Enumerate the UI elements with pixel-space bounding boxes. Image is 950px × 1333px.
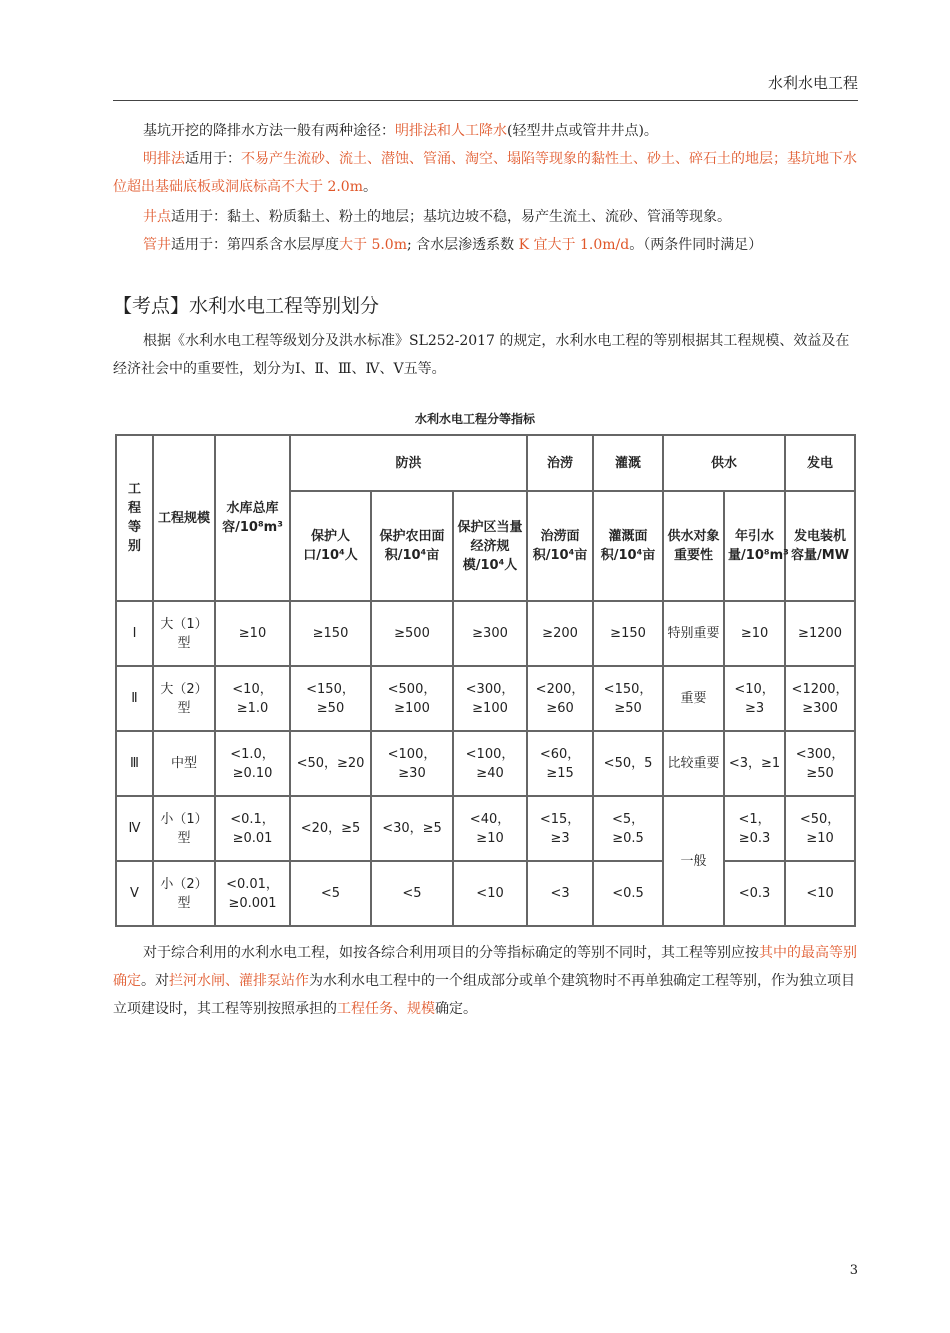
header-reservoir: 水库总库容/10⁸m³ <box>215 435 290 601</box>
table-row <box>116 601 855 666</box>
header-supply-target: 供水对象重要性 <box>663 491 724 601</box>
grade-cell: Ⅱ <box>116 666 153 731</box>
supply-target-cell: 重要 <box>663 666 724 731</box>
reservoir-cell: <10，≥1.0 <box>215 666 290 731</box>
reservoir-cell: <1.0，≥0.10 <box>215 731 290 796</box>
header-supply-volume: 年引水量/10⁸m³ <box>724 491 785 601</box>
section-title: 【考点】水利水电工程等别划分 <box>113 295 380 317</box>
header-flood: 防洪 <box>290 435 527 491</box>
power-cell: <50，≥10 <box>785 796 855 861</box>
page-number: 3 <box>849 1263 858 1278</box>
table-row <box>116 796 855 861</box>
economy-cell: <300，≥100 <box>453 666 527 731</box>
farmland-cell: <30，≥5 <box>371 796 453 861</box>
combined-use-note: 对于综合利用的水利水电工程，如按各综合利用项目的分等指标确定的等别不同时，其工程等别应按其中的最高等别确定。对拦河水闸、灌排泵站作为水利水电工程中的一个组成部分或单个建筑物时不再单独确定工程等别，作为独立项目立项建设时，其工程等别按照承担的工程任务、规模确定。 <box>113 945 857 1017</box>
header-waterlogging: 治涝 <box>527 435 593 491</box>
farmland-cell: <5 <box>371 861 453 926</box>
reservoir-cell: ≥10 <box>215 601 290 666</box>
header-scale: 工程规模 <box>153 435 215 601</box>
table-caption: 水利水电工程分等指标 <box>414 412 535 426</box>
header-irrigation-area: 灌溉面积/10⁴亩 <box>593 491 663 601</box>
waterlogging-cell: ≥200 <box>527 601 593 666</box>
economy-cell: <100，≥40 <box>453 731 527 796</box>
header-power: 发电 <box>785 435 855 491</box>
population-cell: <5 <box>290 861 371 926</box>
header-grade: 工程等别 <box>116 435 153 601</box>
irrigation-cell: <5，≥0.5 <box>593 796 663 861</box>
irrigation-cell: <0.5 <box>593 861 663 926</box>
scale-cell: 中型 <box>153 731 215 796</box>
farmland-cell: <500，≥100 <box>371 666 453 731</box>
well-point-paragraph: 井点适用于：黏土、粉质黏土、粉土的地层；基坑边坡不稳，易产生流土、流砂、管涌等现象。 <box>143 209 731 225</box>
table-row <box>116 666 855 731</box>
header-flood-population: 保护人口/10⁴人 <box>290 491 371 601</box>
reservoir-cell: <0.01，≥0.001 <box>215 861 290 926</box>
power-cell: <10 <box>785 861 855 926</box>
header-flood-farmland: 保护农田面积/10⁴亩 <box>371 491 453 601</box>
population-cell: <150，≥50 <box>290 666 371 731</box>
grade-cell: Ⅰ <box>116 601 153 666</box>
scale-cell: 大（1）型 <box>153 601 215 666</box>
economy-cell: <40，≥10 <box>453 796 527 861</box>
header-flood-economy: 保护区当量经济规模/10⁴人 <box>453 491 527 601</box>
header-waterlogging-area: 治涝面积/10⁴亩 <box>527 491 593 601</box>
supply-volume-cell: <3，≥1 <box>724 731 785 796</box>
table-row <box>116 731 855 796</box>
header-supply: 供水 <box>663 435 785 491</box>
economy-cell: ≥300 <box>453 601 527 666</box>
supply-target-cell: 比较重要 <box>663 731 724 796</box>
irrigation-cell: ≥150 <box>593 601 663 666</box>
reservoir-cell: <0.1，≥0.01 <box>215 796 290 861</box>
waterlogging-cell: <3 <box>527 861 593 926</box>
table-row <box>116 861 855 926</box>
economy-cell: <10 <box>453 861 527 926</box>
header-divider <box>113 100 858 101</box>
supply-volume-cell: ≥10 <box>724 601 785 666</box>
header-irrigation: 灌溉 <box>593 435 663 491</box>
farmland-cell: <100，≥30 <box>371 731 453 796</box>
grade-table <box>115 434 856 927</box>
header-power-capacity: 发电装机容量/MW <box>785 491 855 601</box>
grade-cell: Ⅲ <box>116 731 153 796</box>
irrigation-cell: <50，5 <box>593 731 663 796</box>
waterlogging-cell: <60，≥15 <box>527 731 593 796</box>
grade-cell: Ⅳ <box>116 796 153 861</box>
header-title: 水利水电工程 <box>767 74 858 92</box>
supply-target-cell: 一般 <box>663 796 724 926</box>
tube-well-paragraph: 管井适用于：第四系含水层厚度大于 5.0m; 含水层渗透系数 K 宜大于 1.0m/d。（两条件同时满足） <box>143 237 763 253</box>
population-cell: <50，≥20 <box>290 731 371 796</box>
scale-cell: 小（2）型 <box>153 861 215 926</box>
farmland-cell: ≥500 <box>371 601 453 666</box>
supply-volume-cell: <1，≥0.3 <box>724 796 785 861</box>
scale-cell: 大（2）型 <box>153 666 215 731</box>
open-drainage-paragraph: 明排法适用于：不易产生流砂、流土、潜蚀、管涌、淘空、塌陷等现象的黏性土、砂土、碎石土的地层；基坑地下水位超出基础底板或洞底标高不大于 2.0m。 <box>113 151 857 195</box>
supply-volume-cell: <10，≥3 <box>724 666 785 731</box>
population-cell: <20，≥5 <box>290 796 371 861</box>
section-intro: 根据《水利水电工程等级划分及洪水标准》SL252-2017 的规定，水利水电工程的等别根据其工程规模、效益及在经济社会中的重要性，划分为Ⅰ、Ⅱ、Ⅲ、Ⅳ、Ⅴ五等。 <box>113 333 850 377</box>
population-cell: ≥150 <box>290 601 371 666</box>
dewatering-intro: 基坑开挖的降排水方法一般有两种途径：明排法和人工降水(轻型井点或管井井点)。 <box>143 123 658 139</box>
waterlogging-cell: <200，≥60 <box>527 666 593 731</box>
waterlogging-cell: <15，≥3 <box>527 796 593 861</box>
supply-target-cell: 特别重要 <box>663 601 724 666</box>
supply-volume-cell: <0.3 <box>724 861 785 926</box>
scale-cell: 小（1）型 <box>153 796 215 861</box>
power-cell: <300，≥50 <box>785 731 855 796</box>
power-cell: <1200，≥300 <box>785 666 855 731</box>
irrigation-cell: <150，≥50 <box>593 666 663 731</box>
power-cell: ≥1200 <box>785 601 855 666</box>
grade-cell: Ⅴ <box>116 861 153 926</box>
